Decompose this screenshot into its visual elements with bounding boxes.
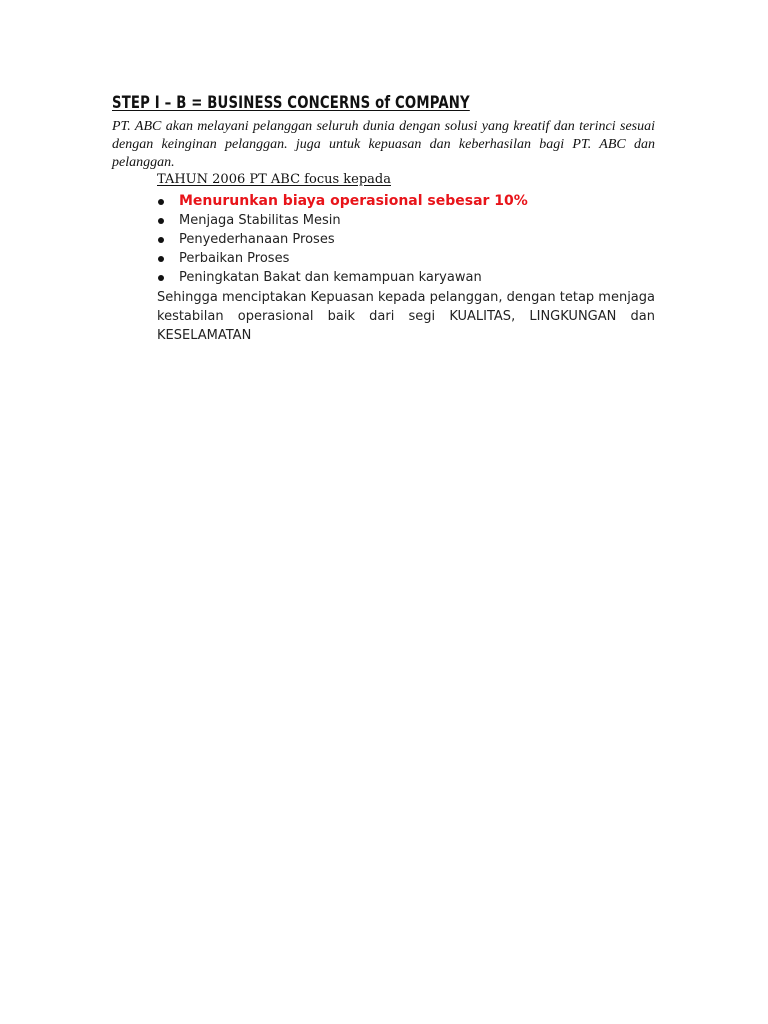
focus-heading: TAHUN 2006 PT ABC focus kepada bbox=[157, 172, 391, 187]
list-item-label: Perbaikan Proses bbox=[179, 251, 290, 266]
section-heading: STEP I – B = BUSINESS CONCERNS of COMPANY bbox=[112, 93, 470, 113]
bullet-icon bbox=[158, 275, 164, 281]
list-item-cost-reduction bbox=[157, 191, 655, 211]
list-item-process-improvement bbox=[157, 249, 655, 268]
list-item-label: Peningkatan Bakat dan kemampuan karyawan bbox=[179, 270, 482, 285]
focus-section bbox=[157, 171, 655, 345]
intro-paragraph: PT. ABC akan melayani pelanggan seluruh dunia dengan solusi yang kreatif dan terinci sesuai dengan keinginan pelanggan. juga untuk kepuasan dan keberhasilan bagi PT. ABC dan pelanggan. bbox=[112, 119, 655, 170]
bullet-icon bbox=[158, 218, 164, 224]
closing-paragraph: Sehingga menciptakan Kepuasan kepada pelanggan, dengan tetap menjaga kestabilan operasional baik dari segi KUALITAS, LINGKUNGAN dan KESELAMATAN bbox=[157, 290, 655, 343]
bullet-icon bbox=[158, 256, 164, 262]
list-item-employee-development bbox=[157, 268, 655, 287]
list-item-process-simplification bbox=[157, 230, 655, 249]
list-item-label: Menjaga Stabilitas Mesin bbox=[179, 213, 341, 228]
list-item-machine-stability bbox=[157, 211, 655, 230]
list-item-label: Penyederhanaan Proses bbox=[179, 232, 335, 247]
bullet-icon bbox=[158, 199, 164, 205]
focus-list bbox=[157, 191, 655, 287]
bullet-icon bbox=[158, 237, 164, 243]
list-item-label: Menurunkan biaya operasional sebesar 10% bbox=[179, 193, 528, 209]
